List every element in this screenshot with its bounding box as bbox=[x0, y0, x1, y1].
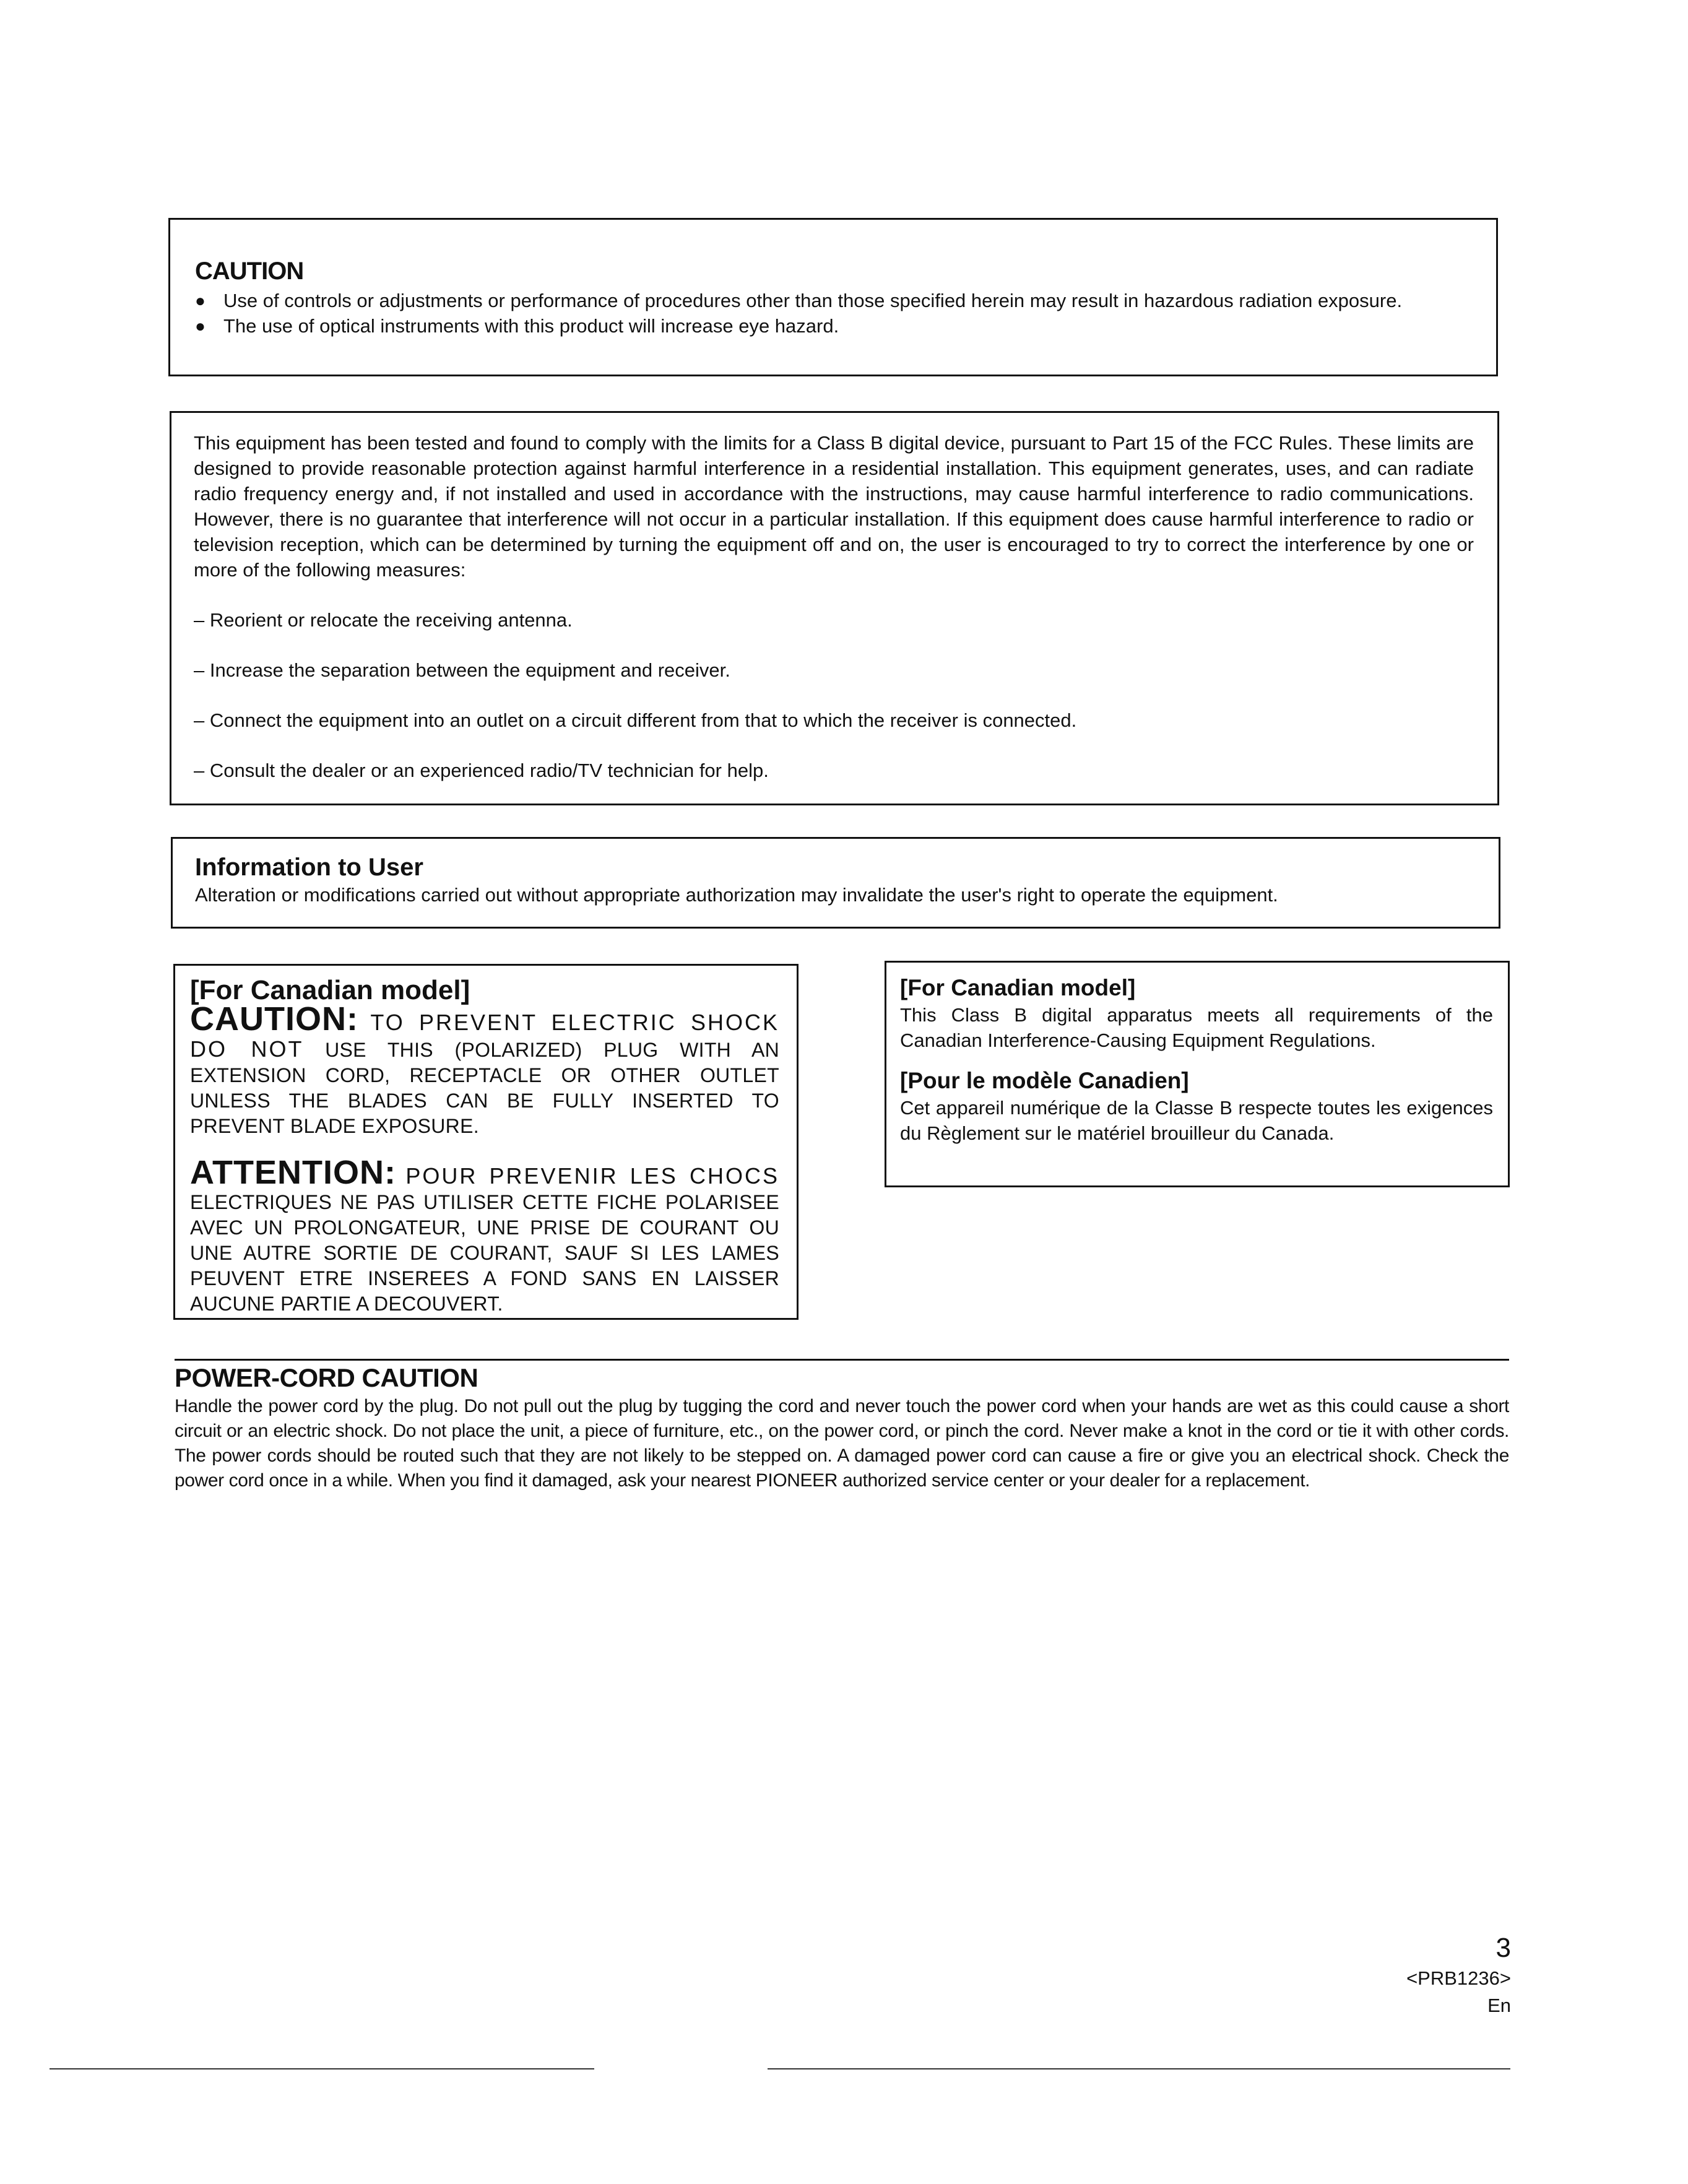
canadian-plug-warning-box bbox=[173, 964, 799, 1320]
canadian-heading: [For Canadian model] bbox=[190, 975, 470, 1005]
canadian-ices-box bbox=[885, 961, 1510, 1187]
fcc-measure: – Reorient or relocate the receiving antenna. bbox=[194, 609, 573, 631]
fcc-compliance-box bbox=[170, 411, 1499, 805]
page-number: 3 bbox=[1495, 1933, 1511, 1963]
info-to-user-box bbox=[171, 837, 1500, 929]
caution-item bbox=[195, 288, 1471, 313]
info-title: Information to User bbox=[195, 854, 423, 881]
language-code: En bbox=[1487, 1995, 1511, 2016]
bullet-icon: ● bbox=[195, 291, 206, 310]
fcc-paragraph: This equipment has been tested and found to comply with the limits for a Class B digital device, pursuant to Part 15 of the FCC Rules. These limits are designed to provide reasonable protection against harmful interference in a residential installation. This equipment generates, uses, and can radiate radio frequency energy and, if not installed and used in accordance with the instructions, may cause harmful interference to radio communications. However, there is no guarantee that interference will not occur in a particular installation. If this equipment does cause harmful interference to radio or television reception, which can be determined by turning the equipment off and on, the user is encouraged to try to correct the interference by one or more of the following measures: bbox=[194, 432, 1474, 581]
document-code: <PRB1236> bbox=[1406, 1967, 1511, 1989]
power-cord-title: POWER-CORD CAUTION bbox=[175, 1363, 478, 1392]
canadian-text-en: This Class B digital apparatus meets all requirements of the Canadian Interference-Causing Equipment Regulations. bbox=[900, 1004, 1493, 1051]
power-cord-caution bbox=[175, 1362, 1509, 1493]
caution-item-text: The use of optical instruments with this product will increase eye hazard. bbox=[223, 315, 839, 337]
attention-plug-text bbox=[190, 1154, 779, 1317]
caution-box bbox=[168, 218, 1498, 376]
power-cord-text: Handle the power cord by the plug. Do not pull out the plug by tugging the cord and never touch the power cord when your hands are wet as this could cause a short circuit or an electric shock. Do not place the unit, a piece of furniture, etc., on the power cord, or pinch the cord. Never make a knot in the cord or tie it with other cords. The power cords should be routed such that they are not likely to be stepped on. A damaged power cord can cause a fire or give you an electrical shock. Check the power cord once in a while. When you find it damaged, ask your nearest PIONEER authorized service center or your dealer for a replacement. bbox=[175, 1396, 1509, 1491]
caution-word: CAUTION: bbox=[190, 1000, 358, 1038]
attention-rest: ELECTRIQUES NE PAS UTILISER CETTE FICHE POLARISEE AVEC UN PROLONGATEUR, UNE PRISE DE COURANT OU UNE AUTRE SORTIE DE COURANT, SAUF SI LES LAMES PEUVENT ETRE INSEREES A FOND SANS EN LAISSER AUCUNE PARTIE A DECOUVERT. bbox=[190, 1191, 779, 1315]
canadian-heading-fr: [Pour le modèle Canadien] bbox=[900, 1068, 1189, 1093]
caution-title: CAUTION bbox=[195, 258, 304, 285]
caution-rest: USE THIS (POLARIZED) PLUG WITH AN EXTENSION CORD, RECEPTACLE OR OTHER OUTLET UNLESS THE BLADES CAN BE FULLY INSERTED TO PREVENT BLADE EXPOSURE. bbox=[190, 1039, 779, 1137]
fcc-measure: – Increase the separation between the equipment and receiver. bbox=[194, 659, 730, 681]
canadian-heading-en: [For Canadian model] bbox=[900, 975, 1136, 1000]
bullet-icon: ● bbox=[195, 316, 206, 336]
canadian-text-fr: Cet appareil numérique de la Classe B respecte toutes les exigences du Règlement sur le matériel brouilleur du Canada. bbox=[900, 1097, 1493, 1144]
caution-plug-text bbox=[190, 1000, 779, 1139]
fcc-measure: – Connect the equipment into an outlet on a circuit different from that to which the receiver is connected. bbox=[194, 709, 1077, 731]
fcc-measure: – Consult the dealer or an experienced radio/TV technician for help. bbox=[194, 760, 769, 781]
caution-item bbox=[195, 313, 1471, 339]
footer-rule-left bbox=[50, 2068, 594, 2069]
attention-word: ATTENTION: bbox=[190, 1154, 396, 1191]
footer-rule-right bbox=[768, 2068, 1510, 2069]
info-text: Alteration or modifications carried out without appropriate authorization may invalidate the user's right to operate the equipment. bbox=[195, 884, 1278, 906]
caution-lead: TO PREVENT ELECTRIC SHOCK DO NOT bbox=[190, 1010, 779, 1062]
caution-item-text: Use of controls or adjustments or performance of procedures other than those specified herein may result in hazardous radiation exposure. bbox=[223, 290, 1403, 311]
attention-lead: POUR PREVENIR LES CHOCS bbox=[405, 1163, 779, 1189]
section-divider bbox=[175, 1359, 1509, 1361]
